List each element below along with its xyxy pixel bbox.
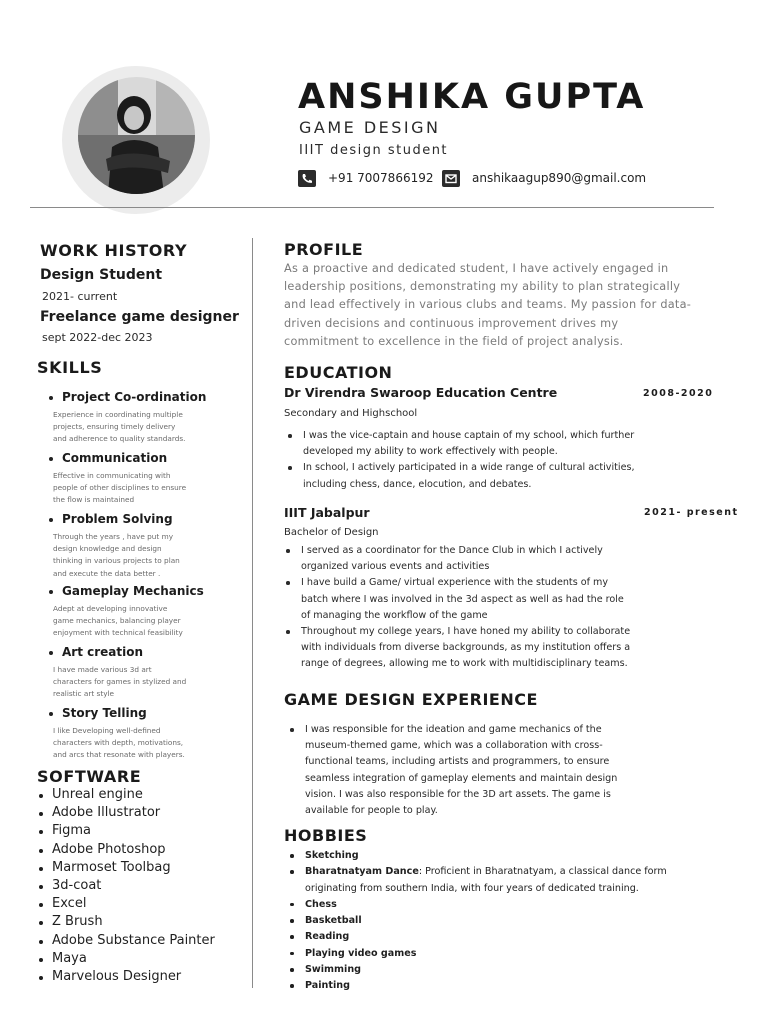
education-points (284, 428, 684, 493)
work-title: Design Student (40, 267, 163, 283)
profile-heading: PROFILE (284, 240, 364, 259)
software-list (37, 787, 215, 987)
list-item: Reading (288, 929, 688, 945)
list-item: Marvelous Designer (37, 969, 215, 987)
hobbies-list (288, 848, 688, 995)
profile-photo (78, 77, 195, 194)
candidate-tagline: IIIT design student (299, 143, 449, 158)
list-item: In school, I actively participated in a wide range of cultural activities, including chess, dance, elocution, and debates. (284, 460, 684, 492)
school-name: IIIT Jabalpur (284, 505, 370, 520)
education-points (282, 543, 662, 673)
education-years: 2021- present (644, 507, 739, 518)
list-item: Bharatnatyam Dance: Proficient in Bharatnatyam, a classical dance form originating from southern India, with four years of dedicated training. (288, 864, 688, 897)
skills-heading: SKILLS (37, 358, 103, 377)
bullet (49, 457, 53, 461)
list-item: Sketching (288, 848, 688, 864)
software-heading: SOFTWARE (37, 767, 142, 786)
list-item: Z Brush (37, 914, 215, 932)
bullet (49, 590, 53, 594)
skill-description: I like Developing well-defined characters with depth, motivations, and arcs that resonate with players. (53, 726, 185, 760)
list-item: Maya (37, 951, 215, 969)
skill-description: Adept at developing innovative game mechanics, balancing player enjoyment with technical feasibility (53, 604, 183, 638)
bullet (49, 651, 53, 655)
phone-number[interactable]: +91 7007866192 (328, 171, 434, 185)
email-address[interactable]: anshikaagup890@gmail.com (472, 171, 647, 185)
skill-name: Project Co-ordination (62, 390, 207, 404)
list-item: Chess (288, 897, 688, 913)
education-years: 2008-2020 (643, 388, 714, 399)
skill-description: Experience in coordinating multiple projects, ensuring timely delivery and adherence to quality standards. (53, 410, 186, 444)
game-design-points (286, 722, 666, 819)
bullet (49, 518, 53, 522)
skill-description: Effective in communicating with people of other disciplines to ensure the flow is maintained (53, 471, 187, 505)
work-title: Freelance game designer (40, 309, 239, 325)
list-item: Excel (37, 896, 215, 914)
hobbies-heading: HOBBIES (284, 826, 368, 845)
education-degree: Bachelor of Design (284, 527, 379, 538)
avatar (78, 77, 195, 194)
skill-name: Problem Solving (62, 512, 173, 526)
skill-name: Communication (62, 451, 168, 465)
bullet (49, 396, 53, 400)
list-item: Adobe Illustrator (37, 805, 215, 823)
list-item: Painting (288, 978, 688, 994)
list-item: I have build a Game/ virtual experience with the students of my batch where I was involved in the 3d aspect as well as had the role of managing the workflow of the game (282, 575, 662, 624)
list-item: I was responsible for the ideation and game mechanics of the museum-themed game, which was a collaboration with cross- functional teams, including artists and programmers, to ensure seamless integration of gameplay elements and maintain design vision. I was also responsible for the 3D art assets. The game is available for people to play. (286, 722, 666, 819)
list-item: Throughout my college years, I have honed my ability to collaborate with individuals from diverse backgrounds, as my institution offers a range of degrees, allowing me to work with multidisciplinary teams. (282, 624, 662, 673)
game-design-experience-heading: GAME DESIGN EXPERIENCE (284, 690, 538, 709)
list-item: Adobe Substance Painter (37, 933, 215, 951)
education-degree: Secondary and Highschool (284, 408, 418, 419)
list-item: Figma (37, 823, 215, 841)
list-item: Marmoset Toolbag (37, 860, 215, 878)
list-item: I served as a coordinator for the Dance Club in which I actively organized various events and activities (282, 543, 662, 575)
list-item: I was the vice-captain and house captain of my school, which further developed my ability to work effectively with people. (284, 428, 684, 460)
skill-name: Story Telling (62, 706, 147, 720)
work-history-heading: WORK HISTORY (40, 241, 188, 260)
work-date: 2021- current (42, 290, 118, 303)
school-name: Dr Virendra Swaroop Education Centre (284, 385, 558, 400)
skill-name: Gameplay Mechanics (62, 584, 204, 598)
header-divider (30, 207, 714, 208)
candidate-role: GAME DESIGN (299, 118, 441, 137)
education-heading: EDUCATION (284, 363, 393, 382)
envelope-icon (442, 170, 460, 187)
list-item: 3d-coat (37, 878, 215, 896)
bullet (49, 712, 53, 716)
skill-description: I have made various 3d art characters for games in stylized and realistic art style (53, 665, 187, 699)
list-item: Unreal engine (37, 787, 215, 805)
skill-description: Through the years , have put my design knowledge and design thinking in various projects to plan and execute the data better . (53, 532, 180, 578)
list-item: Adobe Photoshop (37, 842, 215, 860)
column-divider (252, 238, 253, 988)
work-date: sept 2022-dec 2023 (42, 331, 153, 344)
profile-text: As a proactive and dedicated student, I have actively engaged in leadership positions, demonstrating my ability to plan strategically and lead effectively in various clubs and teams. My passion for data- driven decisions and continuous improvement drives my commitment to excellence in the field of project analysis. (284, 262, 692, 348)
candidate-name: ANSHIKA GUPTA (298, 77, 646, 117)
list-item: Basketball (288, 913, 688, 929)
list-item: Swimming (288, 962, 688, 978)
skill-name: Art creation (62, 645, 144, 659)
phone-icon (298, 170, 316, 187)
list-item: Playing video games (288, 946, 688, 962)
